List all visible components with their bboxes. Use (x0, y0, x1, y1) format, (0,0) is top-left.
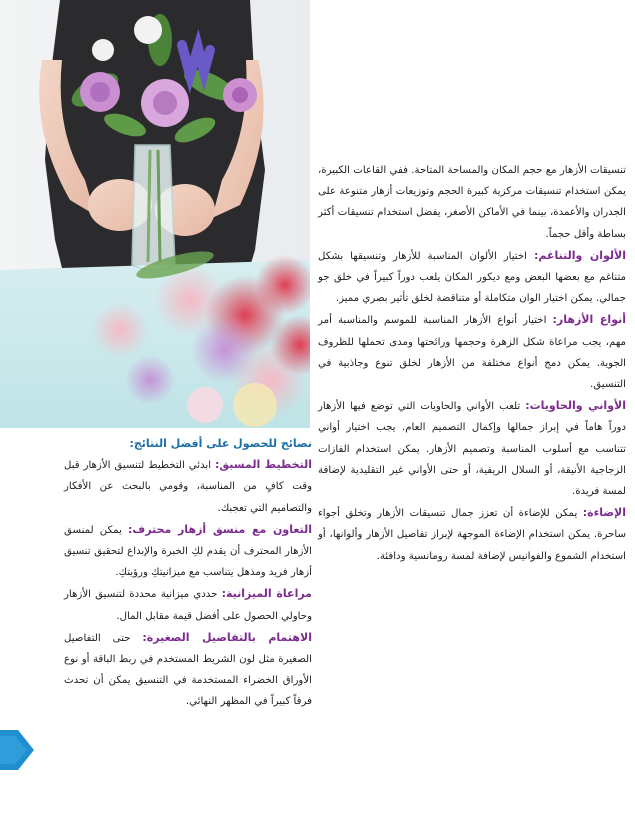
tip-professional (64, 519, 312, 584)
page-tab-marker (0, 730, 34, 770)
flower-photo-illustration (0, 0, 310, 428)
tips-column (64, 433, 312, 713)
section-flower-types-body: اختيار أنواع الأزهار المناسبة للموسم والمناسبة أمر مهم، يجب مراعاة شكل الزهرة وحجمها ورائحتها ومدى تحملها للظروف الجوية. يمكن دمج أنواع مختلفة من الأزهار لخلق تنوع وجاذبية في التنسيق. (318, 315, 626, 391)
section-lighting-body: يمكن للإضاءة أن تعزز جمال تنسيقات الأزهار وتخلق أجواء ساحرة. يمكن استخدام الإضاءة الموجهة لإبراز تفاصيل الأزهار وألوانها، أو استخدام الشموع والفوانيس لإضافة لمسة رومانسية ودافئة. (318, 508, 626, 562)
intro-paragraph: تنسيقات الأزهار مع حجم المكان والمساحة المتاحة. ففي القاعات الكبيرة، يمكن استخدام تنسيقات مركزية كبيرة الحجم وتوزيعات أزهار متنوعة على الجدران والأعمدة، بينما في الأماكن الأصغر، يفضل استخدام تنسيقات أكثر بساطة وأقل حجماً. (318, 165, 626, 240)
tip-planning (64, 454, 312, 519)
section-vessels-title: الأواني والحاويات: (525, 399, 626, 413)
section-lighting (318, 502, 626, 567)
tip-details-title: الاهتمام بالتفاصيل الصغيرة: (142, 630, 312, 644)
flower-arrangement-photo (0, 0, 310, 428)
tip-professional-title: التعاون مع منسق أزهار محترف: (128, 522, 312, 536)
section-flower-types (318, 309, 626, 395)
tip-professional-body: يمكن لمنسق الأزهار المحترف أن يقدم لكِ الخبرة والإبداع لتحقيق تنسيق أزهار فريد ومذهل يتناسب مع ميزانيتكِ ورؤيتكِ. (64, 524, 312, 579)
section-vessels (318, 395, 626, 502)
section-colors-title: الألوان والتناغم: (533, 248, 626, 262)
section-vessels-body: تلعب الأواني والحاويات التي توضع فيها الأزهار دوراً هاماً في إبراز جمالها وإكمال التصميم العام. يجب اختيار أواني تتناسب مع أسلوب المناسبة وتصميم الأزهار. يمكن استخدام الفازات الزجاجية الأنيقة، أو السلال الريفية، أو حتى الأواني غير التقليدية لإضافة لمسة فريدة. (318, 401, 626, 498)
section-colors (318, 245, 626, 310)
tip-budget-body: حددي ميزانية محددة لتنسيق الأزهار وحاولي الحصول على أفضل قيمة مقابل المال. (64, 589, 312, 622)
section-lighting-title: الإضاءة: (582, 506, 626, 520)
section-colors-body: اختيار الألوان المناسبة للأزهار وتنسيقها بشكل متناغم مع بعضها البعض ومع ديكور المكان يلعب دوراً كبيراً في خلق جو جمالي. يمكن اختيار الوان متكاملة أو متناقضة لخلق تأثير بصري مميز. (318, 250, 626, 305)
article-right-column (318, 160, 626, 567)
tip-budget (64, 583, 312, 626)
tips-heading: نصائح للحصول على أفضل النتائج: (129, 437, 312, 450)
tip-planning-title: التخطيط المسبق: (214, 458, 312, 472)
section-flower-types-title: أنواع الأزهار: (552, 313, 626, 327)
page-tab-shape (0, 730, 34, 770)
tip-details (64, 627, 312, 713)
tip-details-body: حتى التفاصيل الصغيرة مثل لون الشريط المستخدم في ربط الباقة أو نوع الأوراق الخضراء المستخدمة في التنسيق يمكن أن تحدث فرقاً كبيراً في المظهر النهائي. (64, 632, 312, 708)
tip-budget-title: مراعاة الميزانية: (221, 587, 312, 601)
tip-planning-body: ابدئي التخطيط لتنسيق الأزهار قبل وقت كافٍ من المناسبة، وقومي بالبحث عن الأفكار والتصاميم التي تعجبك. (64, 460, 312, 514)
